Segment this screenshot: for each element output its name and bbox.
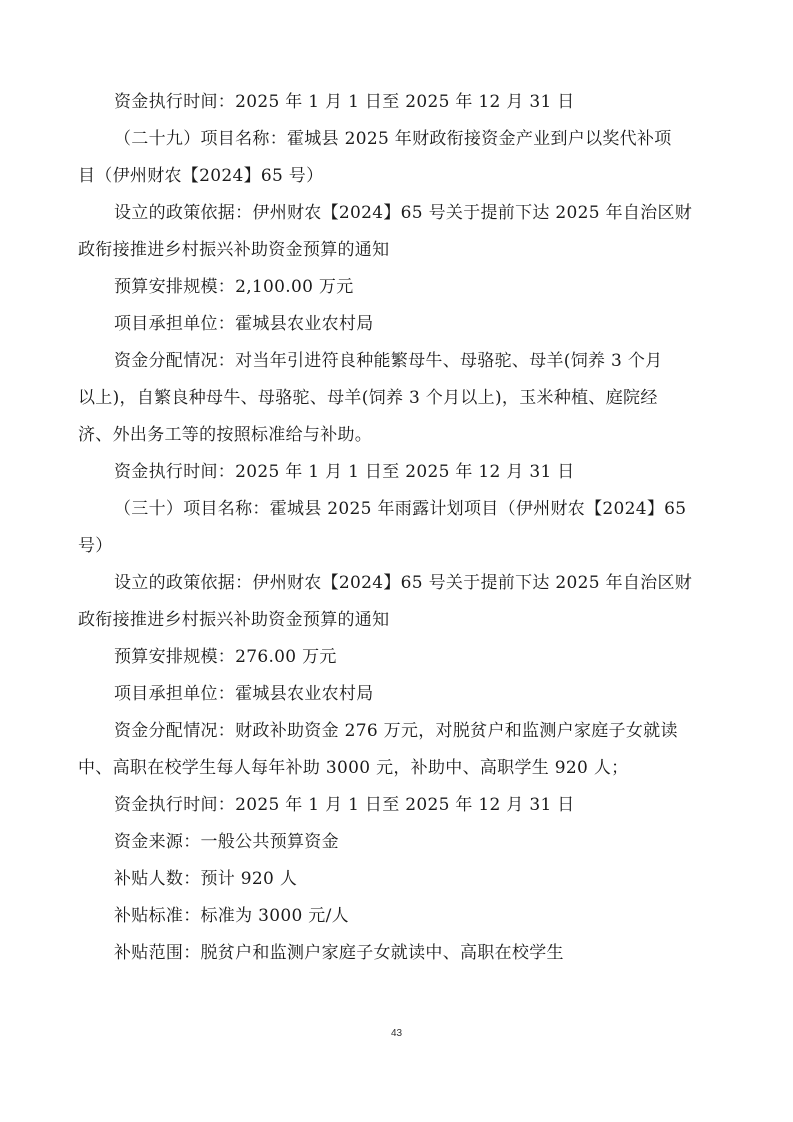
project-29-title-line: （二十九）项目名称：霍城县 2025 年财政衔接资金产业到户以奖代补项 (114, 129, 672, 149)
policy-basis-continuation: 政衔接推进乡村振兴补助资金预算的通知 (78, 240, 390, 260)
subsidy-headcount-line: 补贴人数：预计 920 人 (114, 869, 298, 889)
policy-basis-continuation: 政衔接推进乡村振兴补助资金预算的通知 (78, 610, 390, 630)
subsidy-standard-line: 补贴标准：标准为 3000 元/人 (114, 906, 349, 926)
budget-scale-line: 预算安排规模：276.00 万元 (114, 647, 337, 667)
page-number: 43 (390, 1028, 403, 1039)
budget-scale-line: 预算安排规模：2,100.00 万元 (114, 277, 354, 297)
fund-allocation-continuation: 中、高职在校学生每人每年补助 3000 元，补助中、高职学生 920 人； (78, 758, 629, 778)
responsible-unit-line: 项目承担单位：霍城县农业农村局 (114, 684, 374, 704)
project-30-title-continuation: 号） (78, 536, 113, 556)
fund-allocation-continuation: 以上)，自繁良种母牛、母骆驼、母羊(饲养 3 个月以上)，玉米种植、庭院经 (78, 388, 658, 408)
policy-basis-line: 设立的政策依据：伊州财农【2024】65 号关于提前下达 2025 年自治区财 (114, 203, 693, 223)
subsidy-scope-line: 补贴范围：脱贫户和监测户家庭子女就读中、高职在校学生 (114, 943, 564, 963)
project-30-title-line: （三十）项目名称：霍城县 2025 年雨露计划项目（伊州财农【2024】65 (114, 499, 687, 519)
document-body (78, 84, 712, 972)
fund-allocation-line: 资金分配情况：财政补助资金 276 万元，对脱贫户和监测户家庭子女就读 (114, 721, 678, 741)
fund-execution-time-line: 资金执行时间：2025 年 1 月 1 日至 2025 年 12 月 31 日 (114, 462, 575, 482)
project-29-title-continuation: 目（伊州财农【2024】65 号） (78, 166, 324, 186)
fund-source-line: 资金来源：一般公共预算资金 (114, 832, 339, 852)
responsible-unit-line: 项目承担单位：霍城县农业农村局 (114, 314, 374, 334)
policy-basis-line: 设立的政策依据：伊州财农【2024】65 号关于提前下达 2025 年自治区财 (114, 573, 693, 593)
fund-allocation-continuation: 济、外出务工等的按照标准给与补助。 (78, 425, 373, 445)
fund-allocation-line: 资金分配情况：对当年引进符良种能繁母牛、母骆驼、母羊(饲养 3 个月 (114, 351, 663, 371)
fund-execution-time-line: 资金执行时间：2025 年 1 月 1 日至 2025 年 12 月 31 日 (114, 92, 575, 112)
fund-execution-time-line: 资金执行时间：2025 年 1 月 1 日至 2025 年 12 月 31 日 (114, 795, 575, 815)
